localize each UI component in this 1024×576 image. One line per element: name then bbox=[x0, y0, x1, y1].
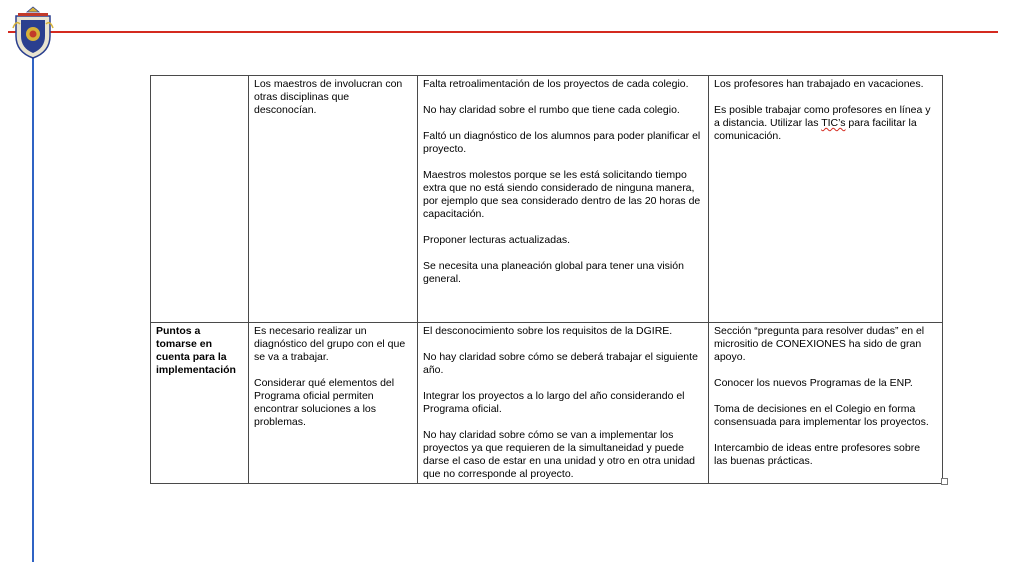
cell-paragraph: Los maestros de involucran con otras disciplinas que desconocían. bbox=[254, 78, 403, 116]
cell-paragraph: Integrar los proyectos a lo largo del año considerando el Programa oficial. bbox=[423, 390, 685, 415]
table-row bbox=[151, 76, 943, 323]
cell-paragraph: Maestros molestos porque se les está solicitando tiempo extra que no está siendo considerado de ninguna manera, por ejemplo que sea considerado dentro de las 20 horas de capacitación. bbox=[423, 169, 701, 220]
cell-paragraph: Faltó un diagnóstico de los alumnos para poder planificar el proyecto. bbox=[423, 130, 701, 155]
cell-paragraph: Intercambio de ideas entre profesores sobre las buenas prácticas. bbox=[714, 442, 921, 467]
school-crest-icon bbox=[12, 6, 54, 60]
text-run: para facilitar la comunicación. bbox=[714, 117, 917, 142]
cell-paragraph: El desconocimiento sobre los requisitos de la DGIRE. bbox=[423, 325, 673, 337]
cell-paragraph: No hay claridad sobre cómo se deberá trabajar el siguiente año. bbox=[423, 351, 698, 376]
side-blue-rule bbox=[32, 40, 34, 562]
cell-paragraph: Falta retroalimentación de los proyectos de cada colegio. bbox=[423, 78, 689, 90]
cell-paragraph: Es necesario realizar un diagnóstico del grupo con el que se va a trabajar. bbox=[254, 325, 406, 363]
table-cell bbox=[418, 76, 709, 323]
header-red-rule bbox=[8, 31, 998, 33]
row-header-cell bbox=[151, 76, 249, 323]
table-cell bbox=[249, 323, 418, 484]
cell-paragraph: Conocer los nuevos Programas de la ENP. bbox=[714, 377, 913, 389]
cell-paragraph: Los profesores han trabajado en vacaciones. bbox=[714, 78, 924, 90]
table-cell bbox=[249, 76, 418, 323]
findings-table bbox=[150, 75, 943, 484]
text-run: Es posible trabajar como profesores en línea y a distancia. Utilizar las bbox=[714, 104, 931, 129]
table-cell bbox=[709, 76, 943, 323]
table-row bbox=[151, 323, 943, 484]
table-resize-handle[interactable] bbox=[941, 478, 948, 485]
cell-paragraph: No hay claridad sobre cómo se van a implementar los proyectos ya que requieren de la simultaneidad y puede darse el caso de estar en una unidad y otro en otra unidad que no corresponde al proyecto. bbox=[423, 429, 696, 480]
spellcheck-underlined-word: TIC’s bbox=[821, 117, 846, 129]
row-header-cell: Puntos a tomarse en cuenta para la implementación bbox=[151, 323, 249, 484]
cell-paragraph: No hay claridad sobre el rumbo que tiene cada colegio. bbox=[423, 104, 680, 116]
cell-paragraph: Sección “pregunta para resolver dudas” en el micrositio de CONEXIONES ha sido de gran apoyo. bbox=[714, 325, 925, 363]
cell-paragraph bbox=[714, 104, 936, 143]
cell-paragraph: Se necesita una planeación global para tener una visión general. bbox=[423, 260, 684, 285]
cell-paragraph: Proponer lecturas actualizadas. bbox=[423, 234, 571, 246]
cell-paragraph: Toma de decisiones en el Colegio en forma consensuada para implementar los proyectos. bbox=[714, 403, 929, 428]
table-cell bbox=[418, 323, 709, 484]
cell-paragraph: Considerar qué elementos del Programa oficial permiten encontrar soluciones a los problemas. bbox=[254, 377, 395, 428]
table-cell bbox=[709, 323, 943, 484]
